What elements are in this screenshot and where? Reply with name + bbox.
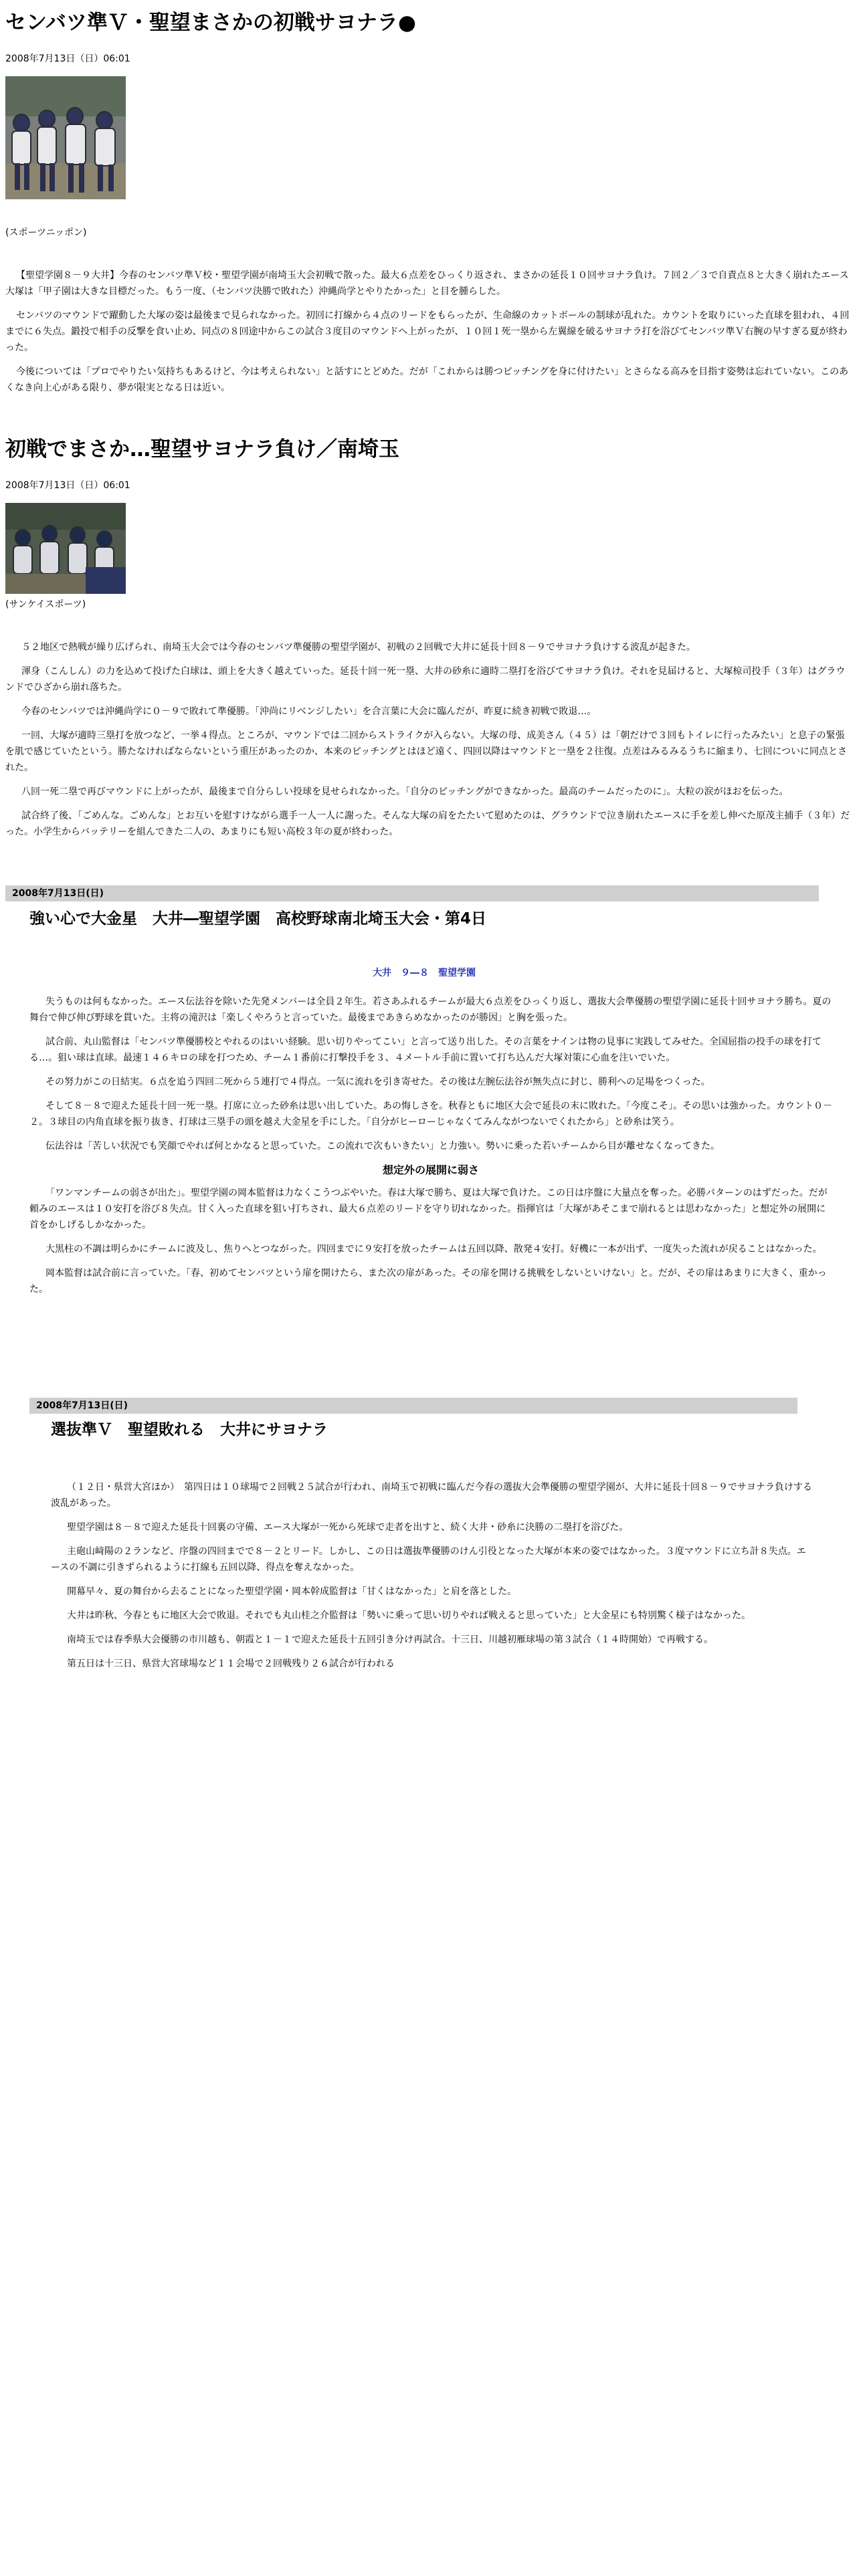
article3-paragraph: 「ワンマンチームの弱さが出た」。聖望学園の岡本監督は力なくこうつぶやいた。春は大塚で勝ち、夏は大塚で負けた。この日は序盤に大量点を奪った。必勝パターンのはずだった。だが頼みのエースは１０安打を浴び８失点。甘く入った直球を狙い打ちされ、最大６点差のリードを守り切れなかった。指揮官は「大塚があそこまで崩れるとは思わなかった」と想定外の展開に首をかしげるしかなかった。 (29, 1188, 828, 1230)
article2-photo (5, 503, 126, 594)
article2-paragraph: ５２地区で熱戦が繰り広げられ、南埼玉大会では今春のセンバツ準優勝の聖望学園が、初戦の２回戦で大井に延長十回８－９でサヨナラ負けする波乱が起きた。 (21, 642, 696, 653)
team-huddle-photo-icon (5, 503, 126, 594)
article2-paragraph: 八回一死二塁で再びマウンドに上がったが、最後まで自分らしい投球を見せられなかった。「自分のピッチングができなかった。最高のチームだったのに」。大粒の涙がほおを伝った。 (21, 786, 789, 797)
article2-paragraph: 試合終了後、「ごめんな。ごめんな」とお互いを慰すけながら選手一人一人に謝った。そんな大塚の肩をたたいて慰めたのは、グラウンドで泣き崩れたエースに手を差し伸べた原茂主捕手（３年）だった。小学生からバッテリーを組んできた二人の、あまりにも短い高校３年の夏が終わった。 (5, 811, 850, 837)
article3-paragraph: 岡本監督は試合前に言っていた。「春、初めてセンバツという扉を開けたら、また次の扉があった。その扉を開ける挑戦をしないといけない」と。だが、その扉はあまりに大きく、重かった。 (29, 1268, 827, 1295)
article1-body (5, 267, 851, 404)
article3-paragraph: その努力がこの日結実。６点を追う四回二死から５連打で４得点。一気に流れを引き寄せた。その後は左腕伝法谷が無失点に封じ、勝利への足場をつくった。 (45, 1077, 710, 1087)
article4-paragraph: 南埼玉では春季県大会優勝の市川越も、朝霞と１－１で迎えた延長十五回引き分け再試合。十三日、川越初雁球場の第３試合（１４時開始）で再戦する。 (67, 1634, 713, 1645)
article2-body (5, 639, 851, 848)
article4-paragraph: 開幕早々、夏の舞台から去ることになった聖望学園・岡本幹成監督は「甘くはなかった」と肩を落とした。 (67, 1586, 516, 1597)
baseball-team-photo-icon (5, 76, 126, 199)
article3-title: 強い心で大金星 大井―聖望学園 高校野球南北埼玉大会・第4日 (29, 910, 487, 928)
article1-paragraph: センバツのマウンドで躍動した大塚の姿は最後まで見られなかった。初回に打線から４点のリードをもらったが、生命線のカットボールの制球が乱れた。カウントを取りにいった直球を狙われ、４回までに６失点。鍛投で相手の反撃を食い止め、同点の８回途中からこの試合３度目のマウンドへ上がったが、１０回１死一塁から左翼線を破るサヨナラ打を浴びてセンバツ準Ｖ右腕の早すぎる夏が終わった。 (5, 310, 850, 353)
article2-paragraph: 渾身（こんしん）の力を込めて投げた白球は、頭上を大きく越えていった。延長十回一死一塁、大井の砂糸に適時二塁打を浴びてサヨナラ負け。それを見届けると、大塚椋司投手（３年）はグラウンドでひざから崩れ落ちた。 (5, 666, 846, 693)
article1-paragraph: 今後については「プロでやりたい気持ちもあるけど、今は考えられない」と話すにとどめた。だが「これからは勝つピッチングを身に付けたい」とさらなる高みを目指す姿勢は忘れていない。このあくなき向上心がある限り、夢が限実となる日は近い。 (5, 366, 849, 393)
article3-score-line: 大井 ９―８ 聖望学園 (373, 968, 476, 978)
article4-body (51, 1479, 814, 1680)
article4-date-bar: 2008年7月13日(日) (29, 1398, 797, 1414)
article1-date: 2008年7月13日（日）06:01 (5, 53, 130, 64)
article2-date: 2008年7月13日（日）06:01 (5, 480, 130, 491)
article2-title: 初戦でまさか…聖望サヨナラ負け／南埼玉 (5, 437, 399, 461)
article3-paragraph: 失うものは何もなかった。エース伝法谷を除いた先発メンバーは全員２年生。若さあふれるチームが最大６点差をひっくり返し、選抜大会準優勝の聖望学園に延長十回サヨナラ勝ち。夏の舞台で伸び伸び野球を貫いた。主将の滝沢は「楽しくやろうと言っていた。最後まであきらめなかったのが勝因」と胸を張った。 (29, 996, 832, 1023)
article3-paragraph: 伝法谷は「苦しい状況でも笑顔でやれば何とかなると思っていた。この流れで次もいきたい」と力強い。勢いに乗った若いチームから目が離せなくなってきた。 (45, 1141, 720, 1152)
article3-paragraph: 大黒柱の不調は明らかにチームに波及し、焦りへとつながった。四回までに９安打を放ったチームは五回以降、散発４安打。好機に一本が出ず、一度失った流れが戻ることはなかった。 (45, 1244, 822, 1255)
article1-source: (スポーツニッポン) (5, 227, 87, 238)
article4-paragraph: 第五日は十三日、県営大宮球場など１１会場で２回戦残り２６試合が行われる (67, 1658, 395, 1669)
article4-paragraph: 主砲山﨑陽の２ランなど、序盤の四回までで８－２とリード。しかし、この日は選抜準優勝のけん引役となった大塚が本来の姿ではなかった。３度マウンドに立ち計８失点。エースの不調に引きずられるように打線も五回以降、得点を奪えなかった。 (51, 1546, 806, 1573)
article3-body (29, 994, 832, 1305)
article4-paragraph: 大井は昨秋、今春ともに地区大会で敗退。それでも丸山桂之介監督は「勢いに乗って思い切りやれば戦えると思っていた」と大金星にも特別驚く様子はなかった。 (67, 1610, 751, 1621)
article4-paragraph: （１２日・県営大宮ほか） 第四日は１０球場で２回戦２５試合が行われ、南埼玉で初戦に臨んだ今春の選抜大会準優勝の聖望学園が、大井に延長十回８－９でサヨナラ負けする波乱があった。 (51, 1482, 812, 1509)
article1-photo (5, 76, 126, 199)
article4-paragraph: 聖望学園は８－８で迎えた延長十回裏の守備、エース大塚が一死から死球で走者を出すと、続く大井・砂糸に決勝の二塁打を浴びた。 (67, 1522, 629, 1533)
article3-subheading: 想定外の展開に弱さ (382, 1164, 479, 1176)
article3-date-bar: 2008年7月13日(日) (5, 885, 819, 901)
article2-paragraph: 今春のセンバツでは沖縄尚学に０－９で敗れて準優勝。「沖尚にリベンジしたい」を合言葉に大会に臨んだが、昨夏に続き初戦で敗退…。 (21, 706, 597, 717)
article3-paragraph: そして８－８で迎えた延長十回一死一塁。打席に立った砂糸は思い出していた。あの悔しさを。秋春ともに地区大会で延長の末に敗れた。「今度こそ」。その思いは強かった。カウント０－２。３球目の内角直球を振り抜き、打球は三塁手の頭を越え大金星を手にした。「自分がヒーローじゃなくてみんながつないでくれたから」と砂糸は笑う。 (29, 1101, 832, 1128)
article2-paragraph: 一回、大塚が適時三塁打を放つなど、一挙４得点。ところが、マウンドでは二回からストライクが入らない。大塚の母、成美さん（４５）は「朝だけで３回もトイレに行ったみたい」と息子の緊張を肌で感じていたという。勝たなければならないという重圧があったのか、本来のピッチングとはほど遠く、四回以降はマウンドと一塁を２往復。点差はみるみるうちに縮まり、七回についに同点とされた。 (5, 730, 848, 773)
article1-title: センバツ準Ｖ・聖望まさかの初戦サヨナラ● (5, 11, 416, 35)
article3-paragraph: 試合前、丸山監督は「センバツ準優勝校とやれるのはいい経験。思い切りやってこい」と言って送り出した。その言葉をナインは物の見事に実践してみせた。全国屈指の投手の球を打てる…。狙い球は直球。最速１４６キロの球を打つため、チーム１番前に打撃投手を３、４メートル手前に置いて打ち込んだ大塚対策に心血を注いでいた。 (29, 1037, 822, 1063)
article2-source: (サンケイスポーツ) (5, 599, 86, 610)
article4-title: 選抜準Ｖ 聖望敗れる 大井にサヨナラ (51, 1421, 328, 1438)
article1-paragraph: 【聖望学園８－９大井】今春のセンバツ準Ｖ校・聖望学園が南埼玉大会初戦で散った。最大６点差をひっくり返され、まさかの延長１０回サヨナラ負け。７回２／３で自責点８と大きく崩れたエース大塚は「甲子園は大きな目標だった。もう一度、（センバツ決勝で敗れた）沖縄尚学とやりたかった」と目を腫らした。 (5, 270, 849, 297)
